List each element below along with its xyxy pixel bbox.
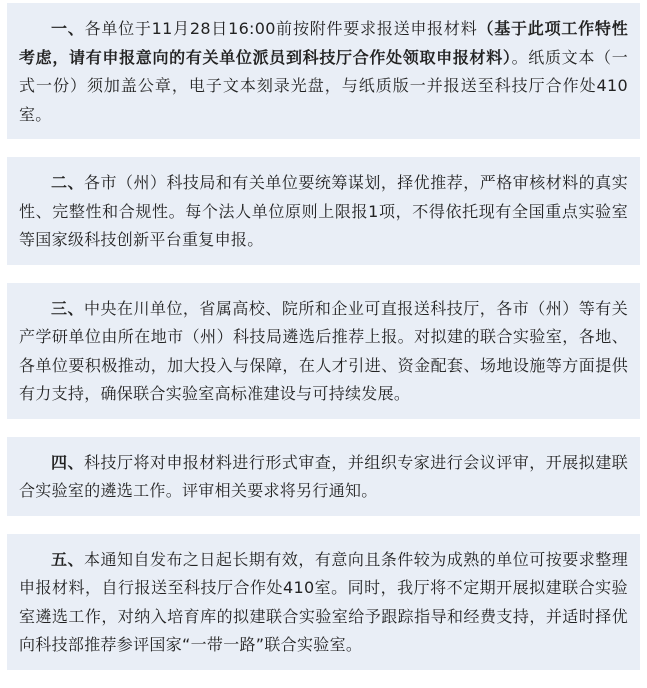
paragraph-number: 五、 bbox=[51, 549, 84, 569]
paragraph-text: 各市（州）科技局和有关单位要统筹谋划，择优推荐，严格审核材料的真实性、完整性和合规性。每个法人单位原则上限报1项，不得依托现有全国重点实验室等国家级科技创新平台重复申报。 bbox=[19, 173, 628, 249]
paragraph-block-1 bbox=[7, 3, 640, 139]
notice-document bbox=[7, 3, 640, 688]
paragraph-4 bbox=[19, 449, 628, 506]
paragraph-text: 各单位于11月28日16:00前按附件要求报送申报材料 bbox=[84, 19, 478, 38]
paragraph-text: 本通知自发布之日起长期有效，有意向且条件较为成熟的单位可按要求整理申报材料，自行报送至科技厅合作处410室。同时，我厅将不定期开展拟建联合实验室遴选工作，对纳入培育库的拟建联合实验室给予跟踪指导和经费支持，并适时择优向科技部推荐参评国家“一带一路”联合实验室。 bbox=[19, 549, 628, 654]
paragraph-5 bbox=[19, 546, 628, 660]
paragraph-number: 一、 bbox=[51, 19, 85, 38]
paragraph-2 bbox=[19, 169, 628, 255]
paragraph-block-4 bbox=[7, 437, 640, 516]
paragraph-number: 四、 bbox=[51, 452, 84, 472]
paragraph-text-tail: 。纸质文本（一式一份）须加盖公章，电子文本刻录光盘，与纸质版一并报送至科技厅合作处410室。 bbox=[19, 47, 628, 124]
paragraph-text: 科技厅将对申报材料进行形式审查，并组织专家进行会议评审，开展拟建联合实验室的遴选工作。评审相关要求将另行通知。 bbox=[19, 452, 628, 500]
paragraph-block-3 bbox=[7, 283, 640, 419]
paragraph-3 bbox=[19, 295, 628, 409]
paragraph-bold-text: （基于此项工作特性考虑，请有申报意向的有关单位派员到科技厅合作处领取申报材料） bbox=[19, 19, 628, 67]
paragraph-number: 二、 bbox=[51, 173, 84, 192]
paragraph-block-5 bbox=[7, 534, 640, 670]
paragraph-number: 三、 bbox=[51, 298, 84, 318]
paragraph-1 bbox=[19, 15, 628, 129]
paragraph-text: 中央在川单位，省属高校、院所和企业可直报送科技厅，各市（州）等有关产学研单位由所在地市（州）科技局遴选后推荐上报。对拟建的联合实验室，各地、各单位要积极推动，加大投入与保障，在人才引进、资金配套、场地设施等方面提供有力支持，确保联合实验室高标准建设与可持续发展。 bbox=[19, 298, 628, 403]
paragraph-block-2 bbox=[7, 157, 640, 265]
